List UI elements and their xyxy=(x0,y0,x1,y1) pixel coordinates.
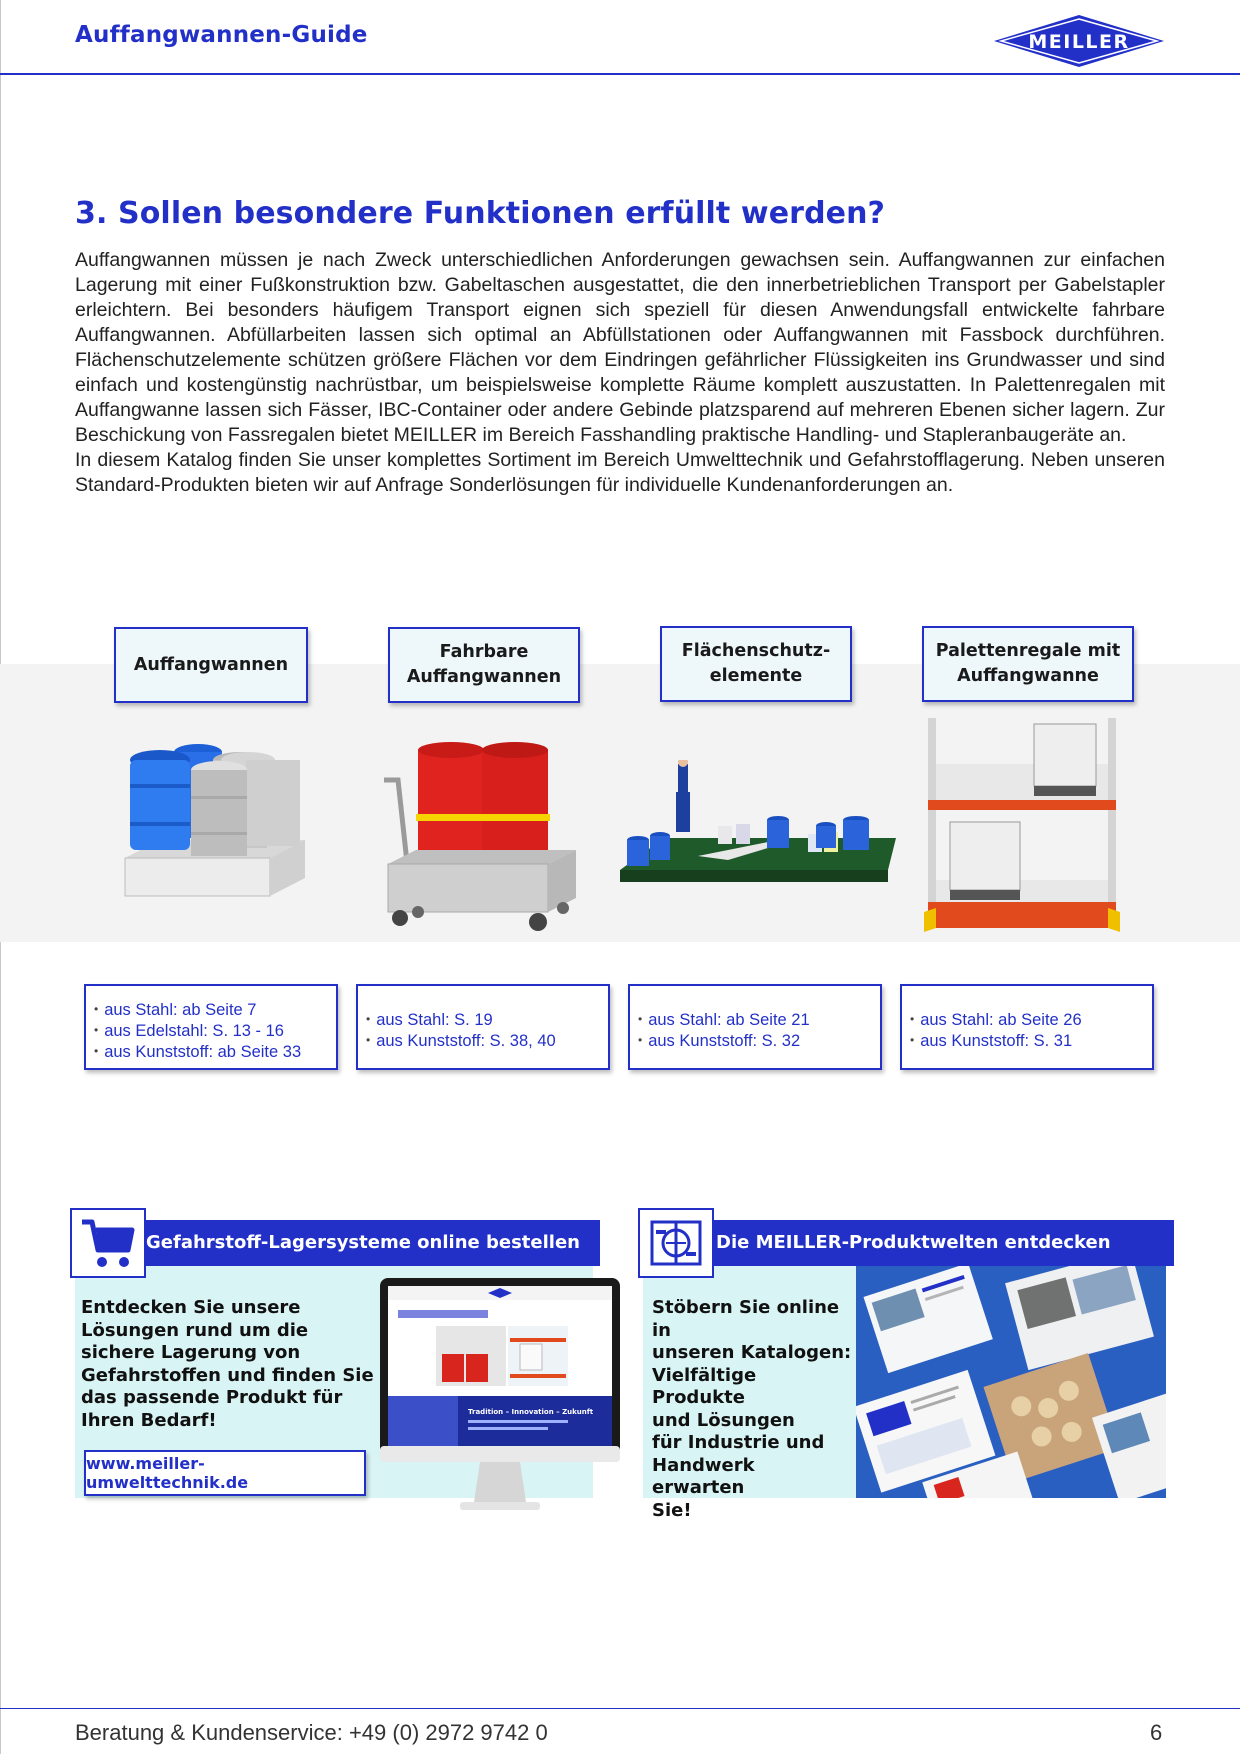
category-title-palettenregale xyxy=(922,626,1134,702)
bullet: • xyxy=(366,1033,371,1047)
category-ref-box-auffangwannen xyxy=(84,984,338,1070)
ref-link[interactable] xyxy=(910,1010,1144,1031)
ref-link[interactable] xyxy=(366,1010,600,1031)
promo-left-text xyxy=(81,1297,381,1432)
ref-link[interactable] xyxy=(94,1021,328,1042)
promo-line: unseren Katalogen: xyxy=(652,1342,852,1363)
ref-link[interactable] xyxy=(638,1031,872,1052)
header-divider xyxy=(0,73,1240,75)
promo-right-title: Die MEILLER-Produktwelten entdecken xyxy=(678,1220,1174,1266)
catalog-collage-image xyxy=(856,1266,1166,1498)
ref-link[interactable] xyxy=(366,1031,600,1052)
mobile-sump-tray-image xyxy=(378,740,578,932)
bullet: • xyxy=(910,1033,915,1047)
promo-right-icon-box xyxy=(638,1208,714,1278)
category-title-line: Auffangwannen xyxy=(133,654,289,675)
promo-line: Ihren Bedarf! xyxy=(81,1409,217,1431)
ref-link[interactable] xyxy=(638,1010,872,1031)
category-title-flaechenschutz xyxy=(660,626,852,702)
category-title-fahrbare xyxy=(388,627,580,703)
promo-line: Entdecken Sie unsere xyxy=(81,1297,301,1318)
svg-text:MEILLER: MEILLER xyxy=(1028,31,1130,53)
promo-line: sichere Lagerung von xyxy=(81,1342,301,1363)
category-title-line: Auffangwannen xyxy=(406,667,562,687)
bullet: • xyxy=(638,1012,643,1026)
promo-line: und Lösungen xyxy=(652,1409,795,1431)
bullet: • xyxy=(366,1012,371,1026)
category-title-line: Flächenschutz- xyxy=(681,641,831,661)
promo-line: Sie! xyxy=(652,1499,692,1521)
pallet-rack-with-sump-image xyxy=(922,712,1134,940)
promo-line: für Industrie und xyxy=(652,1432,825,1453)
category-title-line: Palettenregale mit xyxy=(935,641,1121,661)
section-heading: 3. Sollen besondere Funktionen erfüllt werden? xyxy=(75,196,886,231)
customer-service-line: Beratung & Kundenservice: +49 (0) 2972 9742 0 xyxy=(75,1720,548,1745)
promo-line: Handwerk erwarten xyxy=(652,1454,755,1498)
bullet: • xyxy=(94,1002,99,1016)
ref-text: aus Kunststoff: S. 38, 40 xyxy=(376,1032,556,1050)
bullet: • xyxy=(94,1044,99,1058)
page-number: 6 xyxy=(1150,1720,1163,1745)
ref-link[interactable] xyxy=(94,1042,328,1063)
ref-text: aus Stahl: S. 19 xyxy=(376,1011,493,1029)
promo-line: das passende Produkt für xyxy=(81,1387,343,1408)
category-title-line: elemente xyxy=(709,666,803,686)
promo-left-title: Gefahrstoff-Lagersysteme online bestellen xyxy=(110,1220,600,1266)
website-link-button[interactable]: www.meiller-umwelttechnik.de xyxy=(84,1450,366,1496)
bullet: • xyxy=(910,1012,915,1026)
body-paragraph-1: Auffangwannen müssen je nach Zweck unterschiedlichen Anforderungen gewachsen sein. Auffangwannen zur einfachen Lagerung mit einer Fußkonstruktion bzw. Gabeltaschen ausgestattet, die den innerbetrieblichen Transport per Gabelstapler erleichtern. Bei besonders häufigem Transport eignen sich speziell für diesen Anwendungsfall entwickelte fahrbare Auffangwannen. Abfüllarbeiten lassen sich optimal an Abfüllstationen oder Auffangwannen mit Fassbock durchführen. Flächenschutzelemente schützen größere Flächen vor dem Eindringen gefährlicher Flüssigkeiten ins Grundwasser und sind einfach und kostengünstig nachrüstbar, um beispielsweise komplette Räume komplett auszustatten. In Palettenregalen mit Auffangwanne lassen sich Fässer, IBC-Container oder andere Gebinde platzsparend auf mehreren Ebenen sicher lagern. Zur Beschickung von Fassregalen bietet MEILLER im Bereich Fasshandling praktische Handling- und Stapleranbaugeräte an. xyxy=(75,249,1165,446)
ref-text: aus Edelstahl: S. 13 - 16 xyxy=(104,1022,284,1040)
ref-text: aus Kunststoff: ab Seite 33 xyxy=(104,1043,302,1061)
sump-tray-with-drums-image xyxy=(120,740,310,902)
bullet: • xyxy=(638,1033,643,1047)
promo-left-icon-box xyxy=(70,1208,146,1278)
website-monitor-image xyxy=(376,1278,624,1514)
ref-link[interactable] xyxy=(910,1031,1144,1052)
monitor-tagline: Tradition – Innovation – Zukunft xyxy=(468,1408,594,1416)
promo-line: Vielfältige Produkte xyxy=(652,1364,757,1408)
floor-protection-elements-image xyxy=(618,760,896,888)
section-body xyxy=(75,248,1165,498)
category-ref-box-flaechenschutz xyxy=(628,984,882,1070)
promo-line: Stöbern Sie online in xyxy=(652,1297,840,1341)
catalog-book-icon xyxy=(648,1216,704,1270)
shopping-cart-icon xyxy=(80,1216,136,1270)
category-title-line: Fahrbare xyxy=(439,642,529,662)
guide-title: Auffangwannen-Guide xyxy=(75,22,368,48)
promo-line: Gefahrstoffen und finden Sie xyxy=(81,1364,374,1386)
ref-text: aus Kunststoff: S. 32 xyxy=(648,1032,801,1050)
meiller-logo xyxy=(992,13,1166,69)
category-title-line: Auffangwanne xyxy=(957,666,1099,686)
ref-text: aus Stahl: ab Seite 21 xyxy=(648,1011,810,1029)
ref-text: aus Kunststoff: S. 31 xyxy=(920,1032,1073,1050)
ref-text: aus Stahl: ab Seite 7 xyxy=(104,1001,257,1019)
promo-right-text xyxy=(652,1297,852,1522)
footer-divider xyxy=(0,1708,1240,1709)
body-paragraph-2: In diesem Katalog finden Sie unser komplettes Sortiment im Bereich Umwelttechnik und Gefahrstofflagerung. Neben unseren Standard-Produkten bieten wir auf Anfrage Sonderlösungen für individuelle Kundenanforderungen an. xyxy=(75,449,1165,496)
ref-text: aus Stahl: ab Seite 26 xyxy=(920,1011,1082,1029)
ref-link[interactable] xyxy=(94,1000,328,1021)
category-title-auffangwannen xyxy=(114,627,308,703)
category-ref-box-fahrbare xyxy=(356,984,610,1070)
category-ref-box-palettenregale xyxy=(900,984,1154,1070)
bullet: • xyxy=(94,1023,99,1037)
promo-line: Lösungen rund um die xyxy=(81,1319,309,1341)
